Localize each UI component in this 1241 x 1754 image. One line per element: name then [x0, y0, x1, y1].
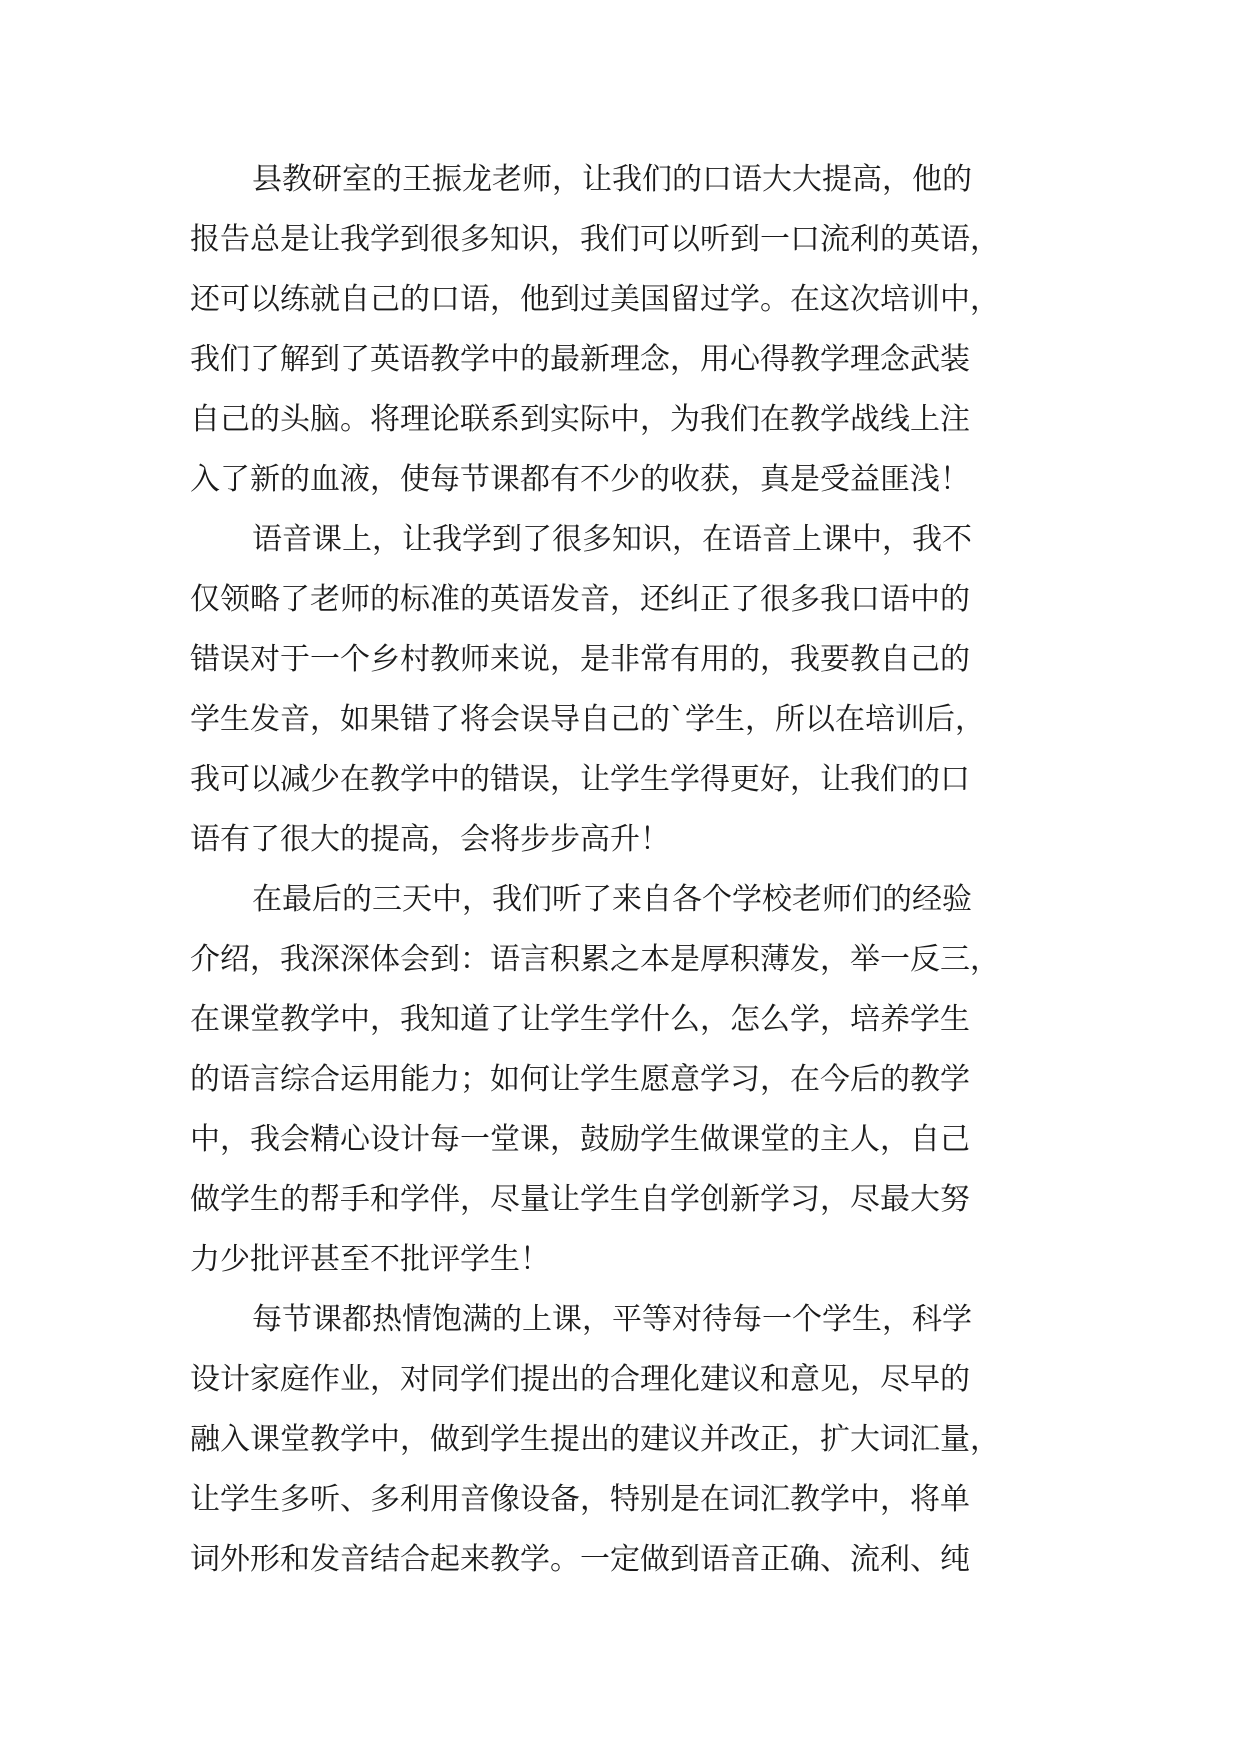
paragraph-4-line-4: 让学生多听、多利用音像设备，特别是在词汇教学中，将单 [190, 1482, 970, 1517]
paragraph-2-line-6: 语有了很大的提高，会将步步高升！ [190, 822, 670, 857]
paragraph-1-line-2: 报告总是让我学到很多知识，我们可以听到一口流利的英语， [190, 222, 1000, 257]
paragraph-3-line-1: 在最后的三天中，我们听了来自各个学校老师们的经验 [252, 882, 972, 917]
paragraph-1-line-3: 还可以练就自己的口语，他到过美国留过学。在这次培训中， [190, 282, 1000, 317]
paragraph-3-line-4: 的语言综合运用能力；如何让学生愿意学习，在今后的教学 [190, 1062, 970, 1097]
paragraph-1-line-5: 自己的头脑。将理论联系到实际中，为我们在教学战线上注 [190, 402, 970, 437]
paragraph-4-line-2: 设计家庭作业，对同学们提出的合理化建议和意见，尽早的 [190, 1362, 970, 1397]
paragraph-1-line-4: 我们了解到了英语教学中的最新理念，用心得教学理念武装 [190, 342, 970, 377]
paragraph-2-line-4: 学生发音，如果错了将会误导自己的`学生，所以在培训后， [190, 702, 985, 737]
paragraph-1-line-6: 入了新的血液，使每节课都有不少的收获，真是受益匪浅！ [190, 462, 970, 497]
paragraph-3-line-2: 介绍，我深深体会到：语言积累之本是厚积薄发，举一反三， [190, 942, 1000, 977]
document-body [190, 150, 1070, 1590]
paragraph-3-line-5: 中，我会精心设计每一堂课，鼓励学生做课堂的主人，自己 [190, 1122, 970, 1157]
paragraph-2-line-5: 我可以减少在教学中的错误，让学生学得更好，让我们的口 [190, 762, 970, 797]
paragraph-3-line-7: 力少批评甚至不批评学生！ [190, 1242, 550, 1277]
paragraph-3-line-6: 做学生的帮手和学伴，尽量让学生自学创新学习，尽最大努 [190, 1182, 970, 1217]
paragraph-4-line-1: 每节课都热情饱满的上课，平等对待每一个学生，科学 [252, 1302, 972, 1337]
paragraph-4-line-5: 词外形和发音结合起来教学。一定做到语音正确、流利、纯 [190, 1542, 970, 1577]
paragraph-1-line-1: 县教研室的王振龙老师，让我们的口语大大提高，他的 [252, 162, 972, 197]
paragraph-4-line-3: 融入课堂教学中，做到学生提出的建议并改正，扩大词汇量， [190, 1422, 1000, 1457]
paragraph-2-line-2: 仅领略了老师的标准的英语发音，还纠正了很多我口语中的 [190, 582, 970, 617]
paragraph-2-line-1: 语音课上，让我学到了很多知识，在语音上课中，我不 [252, 522, 972, 557]
paragraph-2-line-3: 错误对于一个乡村教师来说，是非常有用的，我要教自己的 [190, 642, 970, 677]
paragraph-3-line-3: 在课堂教学中，我知道了让学生学什么，怎么学，培养学生 [190, 1002, 970, 1037]
